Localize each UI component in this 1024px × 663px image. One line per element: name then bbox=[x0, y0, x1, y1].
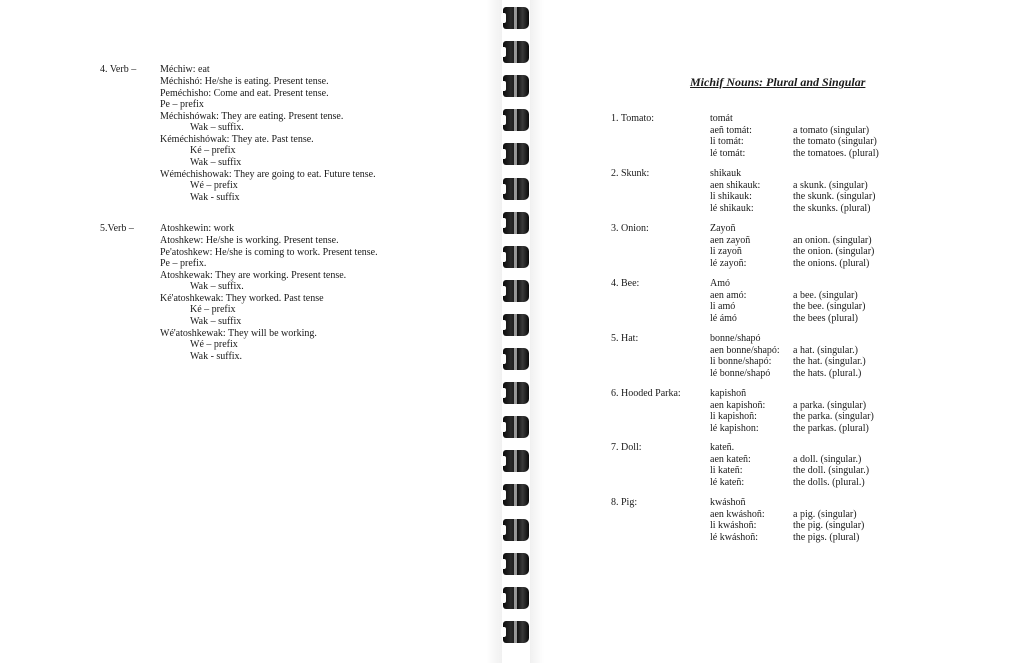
verb5-line: Wak - suffix. bbox=[190, 351, 243, 362]
spiral-coil bbox=[503, 246, 529, 268]
spiral-coil bbox=[503, 587, 529, 609]
noun-headword: Amó bbox=[710, 278, 730, 289]
noun-gloss: the hats. (plural.) bbox=[793, 368, 862, 380]
spiral-coil bbox=[503, 41, 529, 63]
noun-form: aen kateñ: bbox=[710, 453, 751, 465]
verb5-line: Ké – prefix bbox=[190, 304, 236, 315]
noun-form: aen shikauk: bbox=[710, 179, 761, 191]
verb4-line: Wak – suffix. bbox=[190, 122, 244, 133]
spiral-coil bbox=[503, 212, 529, 234]
spiral-coil bbox=[503, 143, 529, 165]
noun-form: li kapishoñ: bbox=[710, 411, 757, 423]
verb5-line: Wé – prefix bbox=[190, 339, 238, 350]
verb4-line: Wé – prefix bbox=[190, 180, 238, 191]
verb5-line: Atoshkewin: work bbox=[160, 223, 235, 234]
spiral-coil bbox=[503, 553, 529, 575]
noun-headword: tomát bbox=[710, 113, 733, 124]
noun-label: 4. Bee: bbox=[611, 278, 640, 289]
noun-form: lé bonne/shapó bbox=[710, 368, 771, 380]
verb5-line: Pe – prefix. bbox=[160, 258, 207, 269]
verb4-line: Wak – suffix bbox=[190, 157, 242, 168]
verb4-label: 4. Verb – bbox=[100, 64, 137, 75]
verb4-line: Peméchisho: Come and eat. Present tense. bbox=[160, 88, 329, 99]
noun-label: 3. Onion: bbox=[611, 223, 649, 234]
noun-gloss: the pigs. (plural) bbox=[793, 532, 860, 544]
noun-label: 7. Doll: bbox=[611, 442, 642, 453]
noun-gloss: the hat. (singular.) bbox=[793, 356, 866, 368]
noun-form: lé zayoñ: bbox=[710, 258, 747, 270]
spiral-coil bbox=[503, 621, 529, 643]
noun-form: lé kapishon: bbox=[710, 423, 759, 435]
noun-label: 6. Hooded Parka: bbox=[611, 388, 681, 399]
noun-form: aen kwáshoñ: bbox=[710, 508, 765, 520]
noun-headword: bonne/shapó bbox=[710, 333, 761, 344]
noun-form: li amó bbox=[710, 301, 736, 313]
spiral-coil bbox=[503, 450, 529, 472]
noun-form: lé kateñ: bbox=[710, 477, 745, 489]
noun-gloss: an onion. (singular) bbox=[793, 234, 872, 246]
spiral-coil bbox=[503, 178, 529, 200]
spiral-coil bbox=[503, 109, 529, 131]
noun-gloss: the bee. (singular) bbox=[793, 301, 866, 313]
spiral-coil bbox=[503, 484, 529, 506]
verb4-line: Ké – prefix bbox=[190, 145, 236, 156]
noun-form: aen kapishoñ: bbox=[710, 399, 766, 411]
noun-headword: Zayoñ bbox=[710, 223, 736, 234]
noun-label: 2. Skunk: bbox=[611, 168, 650, 179]
noun-gloss: a pig. (singular) bbox=[793, 508, 857, 520]
noun-form: lé tomát: bbox=[710, 148, 746, 160]
noun-gloss: a parka. (singular) bbox=[793, 399, 867, 411]
spiral-coil bbox=[503, 416, 529, 438]
noun-form: lé kwáshoñ: bbox=[710, 532, 759, 544]
verb5-line: Ké'atoshkewak: They worked. Past tense bbox=[160, 293, 324, 304]
noun-gloss: a hat. (singular.) bbox=[793, 344, 858, 356]
noun-form: li bonne/shapó: bbox=[710, 356, 772, 368]
spiral-coil bbox=[503, 75, 529, 97]
spiral-coil bbox=[503, 382, 529, 404]
verb4-line: Wak - suffix bbox=[190, 192, 240, 203]
verb5-label: 5.Verb – bbox=[100, 223, 134, 234]
verb5-line: Pe'atoshkew: He/she is coming to work. Present tense. bbox=[160, 247, 378, 258]
noun-gloss: a tomato (singular) bbox=[793, 124, 870, 136]
page-title: Michif Nouns: Plural and Singular bbox=[690, 75, 866, 89]
noun-label: 8. Pig: bbox=[611, 497, 638, 508]
verb4-line: Méchishó: He/she is eating. Present tense. bbox=[160, 76, 329, 87]
noun-form: aen bonne/shapó: bbox=[710, 344, 780, 356]
noun-gloss: the parkas. (plural) bbox=[793, 423, 869, 435]
noun-gloss: the onion. (singular) bbox=[793, 246, 875, 258]
noun-form: li shikauk: bbox=[710, 191, 752, 203]
spiral-coil bbox=[503, 519, 529, 541]
spiral-coil bbox=[503, 348, 529, 370]
noun-headword: kapishoñ bbox=[710, 388, 747, 399]
noun-form: aeñ tomát: bbox=[710, 124, 752, 136]
noun-gloss: the skunks. (plural) bbox=[793, 203, 871, 215]
verb5-line: Atoshkew: He/she is working. Present tense. bbox=[160, 235, 339, 246]
noun-gloss: a bee. (singular) bbox=[793, 289, 858, 301]
right-page bbox=[530, 0, 1024, 663]
noun-form: li zayoñ bbox=[710, 246, 742, 258]
noun-form: li tomát: bbox=[710, 136, 744, 148]
noun-gloss: a skunk. (singular) bbox=[793, 179, 868, 191]
verb5-line: Wé'atoshkewak: They will be working. bbox=[160, 328, 317, 339]
noun-gloss: the tomato (singular) bbox=[793, 136, 877, 148]
noun-gloss: the skunk. (singular) bbox=[793, 191, 876, 203]
verb5-line: Wak – suffix bbox=[190, 316, 242, 327]
verb4-line: Méchiw: eat bbox=[160, 64, 210, 75]
verb4-line: Méchishówak: They are eating. Present tense. bbox=[160, 111, 344, 122]
noun-label: 5. Hat: bbox=[611, 333, 639, 344]
verb5-line: Atoshkewak: They are working. Present tense. bbox=[160, 270, 347, 281]
spiral-coil bbox=[503, 280, 529, 302]
verb5-line: Wak – suffix. bbox=[190, 281, 244, 292]
noun-gloss: the tomatoes. (plural) bbox=[793, 148, 879, 160]
spiral-coil bbox=[503, 314, 529, 336]
noun-form: lé ámó bbox=[710, 313, 737, 325]
noun-headword: kateñ. bbox=[710, 442, 735, 453]
verb4-line: Pe – prefix bbox=[160, 99, 204, 110]
right-page-edge bbox=[530, 0, 544, 663]
noun-gloss: the doll. (singular.) bbox=[793, 465, 870, 477]
noun-form: aen amó: bbox=[710, 289, 747, 301]
verb4-line: Kéméchishówak: They ate. Past tense. bbox=[160, 134, 314, 145]
spiral-binding bbox=[500, 0, 532, 663]
noun-label: 1. Tomato: bbox=[611, 113, 655, 124]
noun-gloss: the dolls. (plural.) bbox=[793, 477, 865, 489]
noun-gloss: the onions. (plural) bbox=[793, 258, 870, 270]
verb4-line: Wéméchishowak: They are going to eat. Future tense. bbox=[160, 169, 376, 180]
noun-form: li kateñ: bbox=[710, 465, 743, 477]
noun-form: li kwáshoñ: bbox=[710, 520, 757, 532]
noun-gloss: the bees (plural) bbox=[793, 313, 858, 325]
noun-headword: kwáshoñ bbox=[710, 497, 746, 508]
noun-form: aen zayoñ bbox=[710, 234, 751, 246]
noun-gloss: the pig. (singular) bbox=[793, 520, 865, 532]
noun-headword: shikauk bbox=[710, 168, 742, 179]
spiral-coil bbox=[503, 7, 529, 29]
noun-gloss: a doll. (singular.) bbox=[793, 453, 862, 465]
noun-form: lé shikauk: bbox=[710, 203, 754, 215]
noun-gloss: the parka. (singular) bbox=[793, 411, 874, 423]
